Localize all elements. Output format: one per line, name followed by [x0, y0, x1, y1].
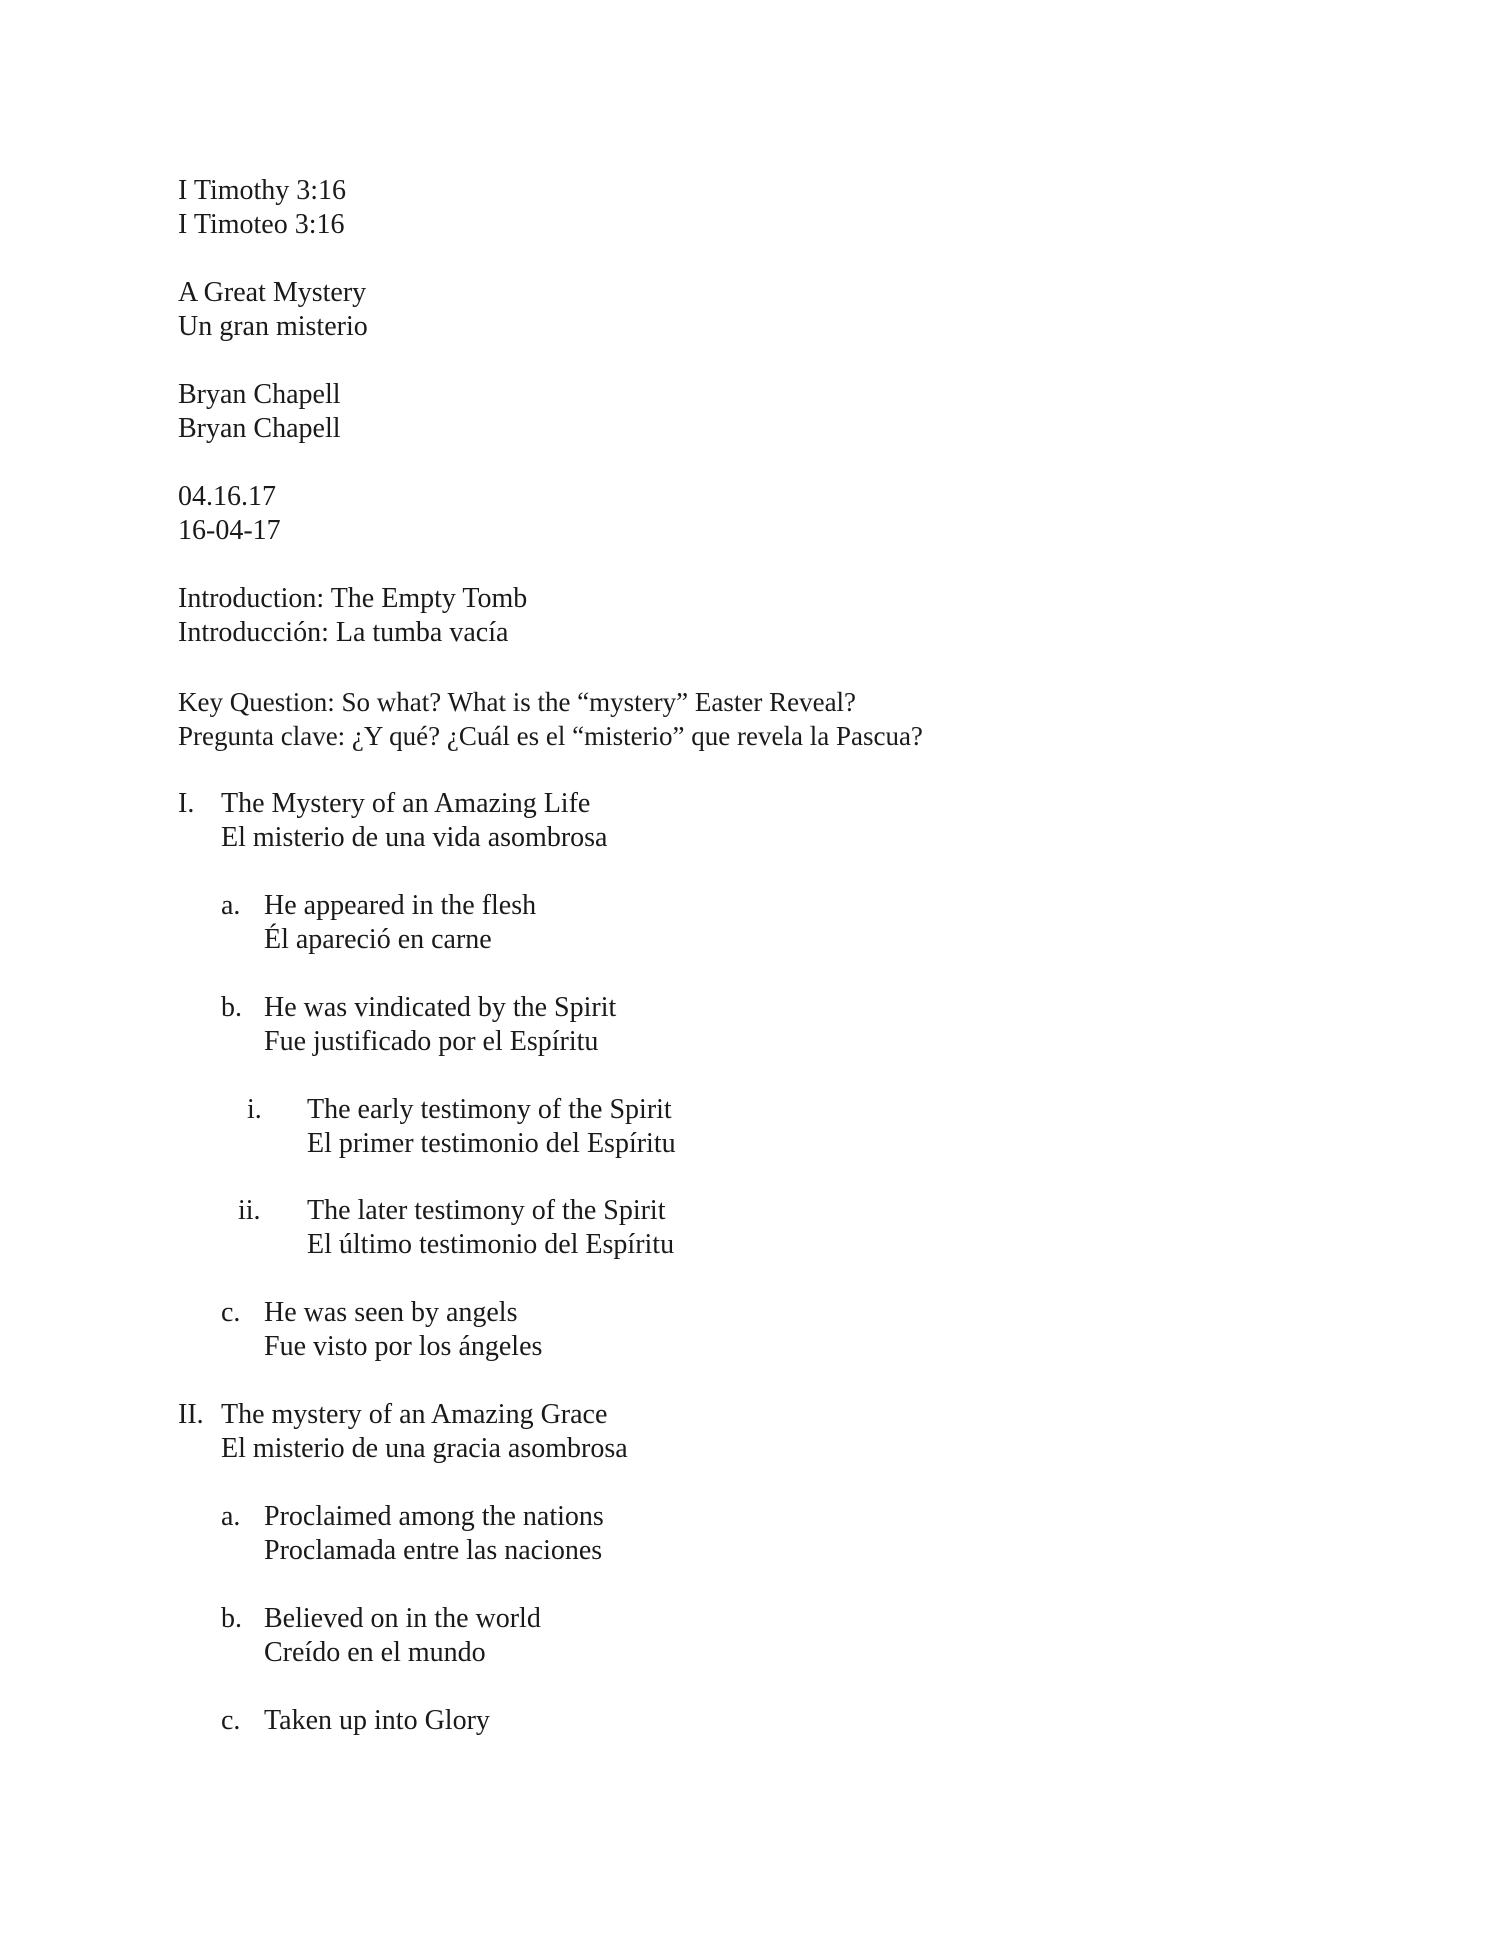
outline-subpoint-es: El primer testimonio del Espíritu: [307, 1128, 676, 1159]
outline-point-en: He was seen by angels: [264, 1297, 518, 1328]
outline-point-en: Believed on in the world: [264, 1603, 541, 1634]
outline-point-marker: b.: [221, 992, 242, 1023]
introduction: [178, 582, 527, 650]
outline-subpoint-es: El último testimonio del Espíritu: [307, 1229, 675, 1260]
author: [178, 378, 341, 446]
sermon-date-en: 04.16.17: [178, 481, 276, 512]
sermon-title: [178, 276, 368, 344]
outline-point-es: Creído en el mundo: [264, 1637, 486, 1668]
outline-point-es: Proclamada entre las naciones: [264, 1535, 603, 1566]
introduction-en: Introduction: The Empty Tomb: [178, 583, 528, 614]
outline-subpoint-marker: i.: [247, 1094, 262, 1125]
outline-point-en: Proclaimed among the nations: [264, 1501, 604, 1532]
outline-point-en: He was vindicated by the Spirit: [264, 992, 617, 1023]
introduction-es: Introducción: La tumba vacía: [178, 617, 509, 648]
outline-point-es: Él apareció en carne: [264, 924, 492, 955]
outline-section-en: The Mystery of an Amazing Life: [221, 788, 591, 819]
outline-subpoint-en: The early testimony of the Spirit: [307, 1094, 672, 1125]
outline-section-marker: II.: [178, 1399, 204, 1430]
scripture-reference-es: I Timoteo 3:16: [178, 209, 345, 240]
outline-section-es: El misterio de una vida asombrosa: [221, 822, 608, 853]
outline-point-en: He appeared in the flesh: [264, 890, 537, 921]
sermon-date: [178, 480, 281, 548]
outline-subpoint-en: The later testimony of the Spirit: [307, 1195, 666, 1226]
outline-point-en: Taken up into Glory: [264, 1705, 490, 1736]
key-question-en: Key Question: So what? What is the “mystery” Easter Reveal?: [178, 687, 857, 717]
sermon-title-en: A Great Mystery: [178, 277, 367, 308]
outline-section-es: El misterio de una gracia asombrosa: [221, 1433, 628, 1464]
outline-point-marker: a.: [221, 1501, 241, 1532]
outline-point-marker: c.: [221, 1705, 241, 1736]
outline-point-es: Fue visto por los ángeles: [264, 1331, 543, 1362]
outline-section-marker: I.: [178, 788, 195, 819]
scripture-reference-en: I Timothy 3:16: [178, 175, 347, 206]
outline-subpoint-marker: ii.: [238, 1195, 261, 1226]
key-question: [178, 685, 923, 753]
outline-point-marker: c.: [221, 1297, 241, 1328]
sermon-date-es: 16-04-17: [178, 515, 281, 546]
outline-point-es: Fue justificado por el Espíritu: [264, 1026, 599, 1057]
scripture-reference: [178, 174, 346, 242]
key-question-es: Pregunta clave: ¿Y qué? ¿Cuál es el “misterio” que revela la Pascua?: [178, 721, 923, 751]
outline-section-en: The mystery of an Amazing Grace: [221, 1399, 608, 1430]
author-es: Bryan Chapell: [178, 413, 341, 444]
author-en: Bryan Chapell: [178, 379, 341, 410]
sermon-title-es: Un gran misterio: [178, 311, 368, 342]
outline-point-marker: a.: [221, 890, 241, 921]
outline-point-marker: b.: [221, 1603, 242, 1634]
